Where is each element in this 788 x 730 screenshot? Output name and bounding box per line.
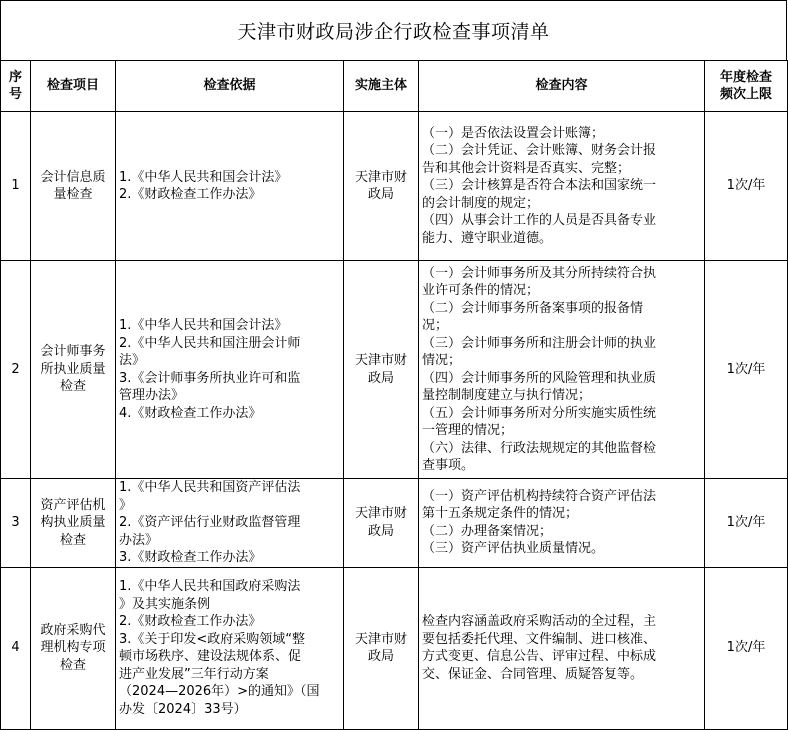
cell-subject <box>344 261 419 479</box>
cell-basis-line: 办法》 <box>119 532 159 548</box>
cell-subject-line: 天津市财 <box>354 353 407 368</box>
cell-item-line: 理机构专项 <box>40 640 106 656</box>
cell-seq: 1 <box>1 112 31 261</box>
cell-item-line: 政府采购代 <box>40 622 106 638</box>
table-row <box>1 261 788 479</box>
cell-basis-line: 4.《财政检查工作办法》 <box>119 405 262 421</box>
table-row <box>1 479 788 568</box>
cell-subject-line: 政局 <box>367 523 394 539</box>
cell-item <box>31 112 116 261</box>
cell-content-line: （一）资产评估机构持续符合资产评估法 <box>422 488 657 504</box>
table-row <box>1 112 788 261</box>
cell-item-line: 检查 <box>59 532 86 548</box>
cell-content-line: （五）会计师事务所对分所实施实质性统 <box>422 405 657 421</box>
inspection-table <box>0 60 788 730</box>
cell-basis-line: 法》 <box>119 353 146 368</box>
cell-basis <box>116 479 344 568</box>
cell-frequency: 1次/年 <box>705 261 788 479</box>
cell-basis-line: 2.《资产评估行业财政监督管理 <box>119 515 301 530</box>
cell-content <box>419 567 705 729</box>
cell-basis <box>116 261 344 479</box>
cell-subject <box>344 567 419 729</box>
cell-content-line: （二）会计师事务所备案事项的报备情 <box>422 300 644 316</box>
cell-frequency: 1次/年 <box>705 567 788 729</box>
cell-basis-line: 办发〔2024〕33号） <box>119 701 247 717</box>
cell-item-line: 会计信息质 <box>40 169 106 185</box>
cell-item-line: 所执业质量 <box>40 361 106 377</box>
cell-content-line: 检查内容涵盖政府采购活动的全过程，主 <box>422 614 657 629</box>
cell-basis <box>116 112 344 261</box>
cell-seq: 2 <box>1 261 31 479</box>
cell-content-line: （四）会计师事务所的风险管理和执业质 <box>422 370 657 386</box>
cell-subject-line: 天津市财 <box>354 169 407 185</box>
cell-content-line: （一）是否依法设置会计账簿； <box>422 125 605 141</box>
cell-item-line: 会计师事务 <box>40 344 106 360</box>
cell-content-line: （三）会计师事务所和注册会计师的执业 <box>422 335 657 351</box>
cell-basis-line: 1.《中华人民共和国会计法》 <box>119 318 288 333</box>
cell-frequency: 1次/年 <box>705 479 788 568</box>
header-subject: 实施主体 <box>344 61 419 112</box>
header-row <box>1 61 788 112</box>
cell-basis-line: 管理办法》 <box>119 388 185 403</box>
cell-basis-line: 3.《会计师事务所执业许可和监 <box>119 370 301 386</box>
cell-seq: 4 <box>1 567 31 729</box>
cell-frequency: 1次/年 <box>705 112 788 261</box>
cell-basis-line: （2024—2026年）>的通知》（国 <box>119 684 320 699</box>
cell-basis-line: 3.《财政检查工作办法》 <box>119 550 262 565</box>
cell-content-line: 第十五条规定条件的情况； <box>422 506 579 522</box>
cell-basis-line: 1.《中华人民共和国资产评估法 <box>119 480 301 495</box>
table-row <box>1 567 788 729</box>
header-basis: 检查依据 <box>116 61 344 112</box>
cell-content-line: 能力、遵守职业道德。 <box>422 230 553 246</box>
cell-content-line: 情况； <box>422 353 462 368</box>
header-frequency: 年度检查 频次上限 <box>705 61 788 112</box>
cell-basis <box>116 567 344 729</box>
cell-content <box>419 261 705 479</box>
cell-item <box>31 261 116 479</box>
cell-basis-line: 》及其实施条例 <box>119 596 211 612</box>
cell-subject-line: 政局 <box>367 649 394 664</box>
cell-content <box>419 479 705 568</box>
cell-item-line: 检查 <box>59 657 86 673</box>
cell-content-line: （二）办理备案情况； <box>422 523 553 539</box>
cell-content-line: 一管理的情况； <box>422 423 514 438</box>
cell-subject-line: 天津市财 <box>354 631 407 647</box>
cell-item <box>31 567 116 729</box>
cell-content-line: 的会计制度的规定； <box>422 195 540 211</box>
cell-basis-line: 1.《中华人民共和国会计法》 <box>119 169 288 185</box>
cell-content-line: 业许可条件的情况； <box>422 283 540 298</box>
cell-basis-line: 顿市场秩序、建设法规体系、促 <box>119 649 302 664</box>
cell-subject <box>344 479 419 568</box>
cell-basis-line: 进产业发展”三年行动方案 <box>119 666 269 682</box>
cell-item-line: 检查 <box>59 379 86 395</box>
header-seq: 序 号 <box>1 61 31 112</box>
cell-content-line: 况； <box>422 318 449 333</box>
cell-basis-line: 2.《财政检查工作办法》 <box>119 187 262 202</box>
cell-item-line: 量检查 <box>53 187 93 202</box>
cell-content-line: （二）会计凭证、会计账簿、财务会计报 <box>422 143 657 159</box>
cell-content-line: （四）从事会计工作的人员是否具备专业 <box>422 213 657 229</box>
cell-basis-line: 2.《财政检查工作办法》 <box>119 614 262 629</box>
cell-content-line: 方式变更、信息公告、评审过程、中标成 <box>422 649 657 664</box>
cell-subject-line: 天津市财 <box>354 506 407 522</box>
cell-seq: 3 <box>1 479 31 568</box>
cell-content-line: （三）会计核算是否符合本法和国家统一 <box>422 178 657 194</box>
cell-basis-line: 2.《中华人民共和国注册会计师 <box>119 335 301 351</box>
cell-subject-line: 政局 <box>367 187 394 202</box>
header-item: 检查项目 <box>31 61 116 112</box>
document-title: 天津市财政局涉企行政检查事项清单 <box>0 0 787 60</box>
cell-content-line: 告和其他会计资料是否真实、完整； <box>422 160 631 176</box>
cell-item-line: 资产评估机 <box>40 497 106 513</box>
cell-basis-line: 3.《关于印发<政府采购领域“整 <box>119 631 306 647</box>
cell-content <box>419 112 705 261</box>
cell-item <box>31 479 116 568</box>
cell-content-line: （六）法律、行政法规规定的其他监督检 <box>422 440 657 456</box>
cell-subject <box>344 112 419 261</box>
cell-subject-line: 政局 <box>367 370 394 386</box>
cell-basis-line: 1.《中华人民共和国政府采购法 <box>119 579 301 594</box>
header-content: 检查内容 <box>419 61 705 112</box>
cell-item-line: 构执业质量 <box>40 515 106 530</box>
cell-content-line: 量控制制度建立与执行情况； <box>422 388 592 403</box>
cell-content-line: 要包括委托代理、文件编制、进口核准、 <box>422 631 657 647</box>
cell-content-line: 交、保证金、合同管理、质疑答复等。 <box>422 666 644 682</box>
cell-content-line: （一）会计师事务所及其分所持续符合执 <box>422 265 657 281</box>
cell-content-line: （三）资产评估执业质量情况。 <box>422 541 605 557</box>
cell-basis-line: 》 <box>119 497 133 513</box>
cell-content-line: 查事项。 <box>422 458 475 473</box>
